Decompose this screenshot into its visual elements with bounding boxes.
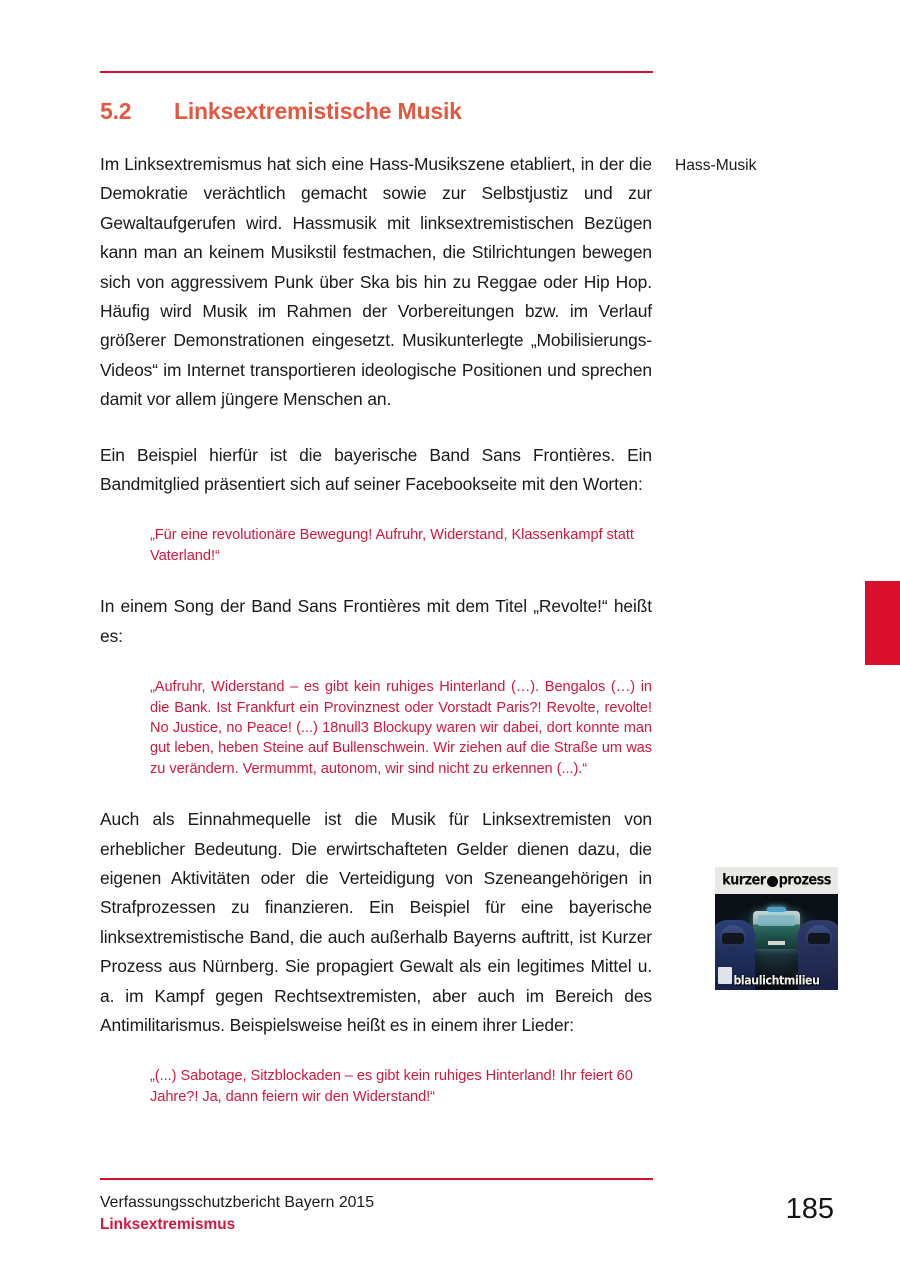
section-title: Linksextremistische Musik <box>174 98 462 124</box>
spacer <box>100 566 652 592</box>
band-logo-dot-icon <box>767 876 778 887</box>
van-windshield <box>758 915 795 926</box>
paragraph-2: Ein Beispiel hierfür ist die bayerische Band Sans Frontières. Ein Bandmitglied präsentiert sich auf seiner Facebookseite mit den Worten: <box>100 444 652 495</box>
footer-divider <box>100 1178 653 1180</box>
spacer <box>100 779 652 805</box>
quote-2: „Aufruhr, Widerstand – es gibt kein ruhiges Hinterland (…). Bengalos (…) in die Bank. Ist Frankfurt ein Provinznest oder Vorstadt Paris?! Revolte, revolte! No Justice, no Peace! (...) 18null3 Blockupy waren wir dabei, dort konnte man gut leben, heben Steine auf Bullenschwein. Wir ziehen auf die Straße um was zu verändern. Vermummt, autonom, wir sind nicht zu erkennen (...).“ <box>150 679 652 777</box>
band-cover-image <box>715 867 838 990</box>
face-mask-right <box>808 933 830 944</box>
footer-report-title: Verfassungsschutzbericht Bayern 2015 <box>100 1194 374 1211</box>
quote-1: „Für eine revolutionäre Bewegung! Aufruhr, Widerstand, Klassenkampf statt Vaterland!“ <box>150 527 634 564</box>
section-number: 5.2 <box>100 98 132 124</box>
page-number: 185 <box>785 1193 834 1225</box>
face-mask-left <box>722 933 744 944</box>
margin-note-hass-musik: Hass-Musik <box>675 157 757 174</box>
van-bluelight-icon <box>767 907 786 912</box>
page-footer <box>100 1192 840 1236</box>
van-licence-plate <box>768 941 785 945</box>
paragraph-3: In einem Song der Band Sans Frontières mit dem Titel „Revolte!“ heißt es: <box>100 596 652 646</box>
footer-chapter-name: Linksextremismus <box>100 1216 236 1233</box>
band-name-right: prozess <box>778 871 831 890</box>
band-name-banner <box>715 867 838 894</box>
paragraph-1: Im Linksextremismus hat sich eine Hass-Musikszene etabliert, in der die Demokratie verächtlich gemacht sowie zur Selbstjustiz und zur Gewaltaufgerufen wird. Hassmusik mit linksextremistischen Bezügen kann man an keinem Musikstil festmachen, die Stilrichtungen bewegen sich von aggressivem Punk über Ska bis hin zu Reggae oder Hip Hop. Häufig wird Musik im Rahmen der Vorbereitungen bzw. im Verlauf größerer Demonstrationen eingesetzt. Musikunterlegte „Mobilisierungs-Videos“ im Internet transportieren ideologische Positionen und sprechen damit vor allem jüngere Menschen an. <box>100 154 652 410</box>
section-tab-marker <box>865 581 900 665</box>
header-divider <box>100 71 653 73</box>
quote-3: „(...) Sabotage, Sitzblockaden – es gibt kein ruhiges Hinterland! Ihr feiert 60 Jahre?! Ja, dann feiern wir den Widerstand!“ <box>150 1068 633 1105</box>
band-cover-caption: blaulichtmilieu <box>733 973 820 988</box>
page-title <box>100 98 680 125</box>
footer-text-block <box>100 1192 374 1236</box>
police-van-graphic <box>753 911 800 949</box>
band-name-left: kurzer <box>722 871 766 890</box>
main-text-column <box>100 150 652 1107</box>
paragraph-4: Auch als Einnahmequelle ist die Musik für Linksextremisten von erheblicher Bedeutung. Die erwirtschafteten Gelder dienen dazu, die eigenen Aktivitäten oder die Verteidigung von Szeneangehörigen in Strafprozessen zu finanzieren. Ein Beispiel für eine bayerische linksextremistische Band, die auch außerhalb Bayerns auftritt, ist Kurzer Prozess aus Nürnberg. Sie propagiert Gewalt als ein legitimes Mittel u. a. im Kampf gegen Rechtsextremisten, aber auch im Bereich des Antimilitarismus. Beispielsweise heißt es in einem ihrer Lieder: <box>100 809 652 1035</box>
band-cover-artwork <box>715 867 838 990</box>
